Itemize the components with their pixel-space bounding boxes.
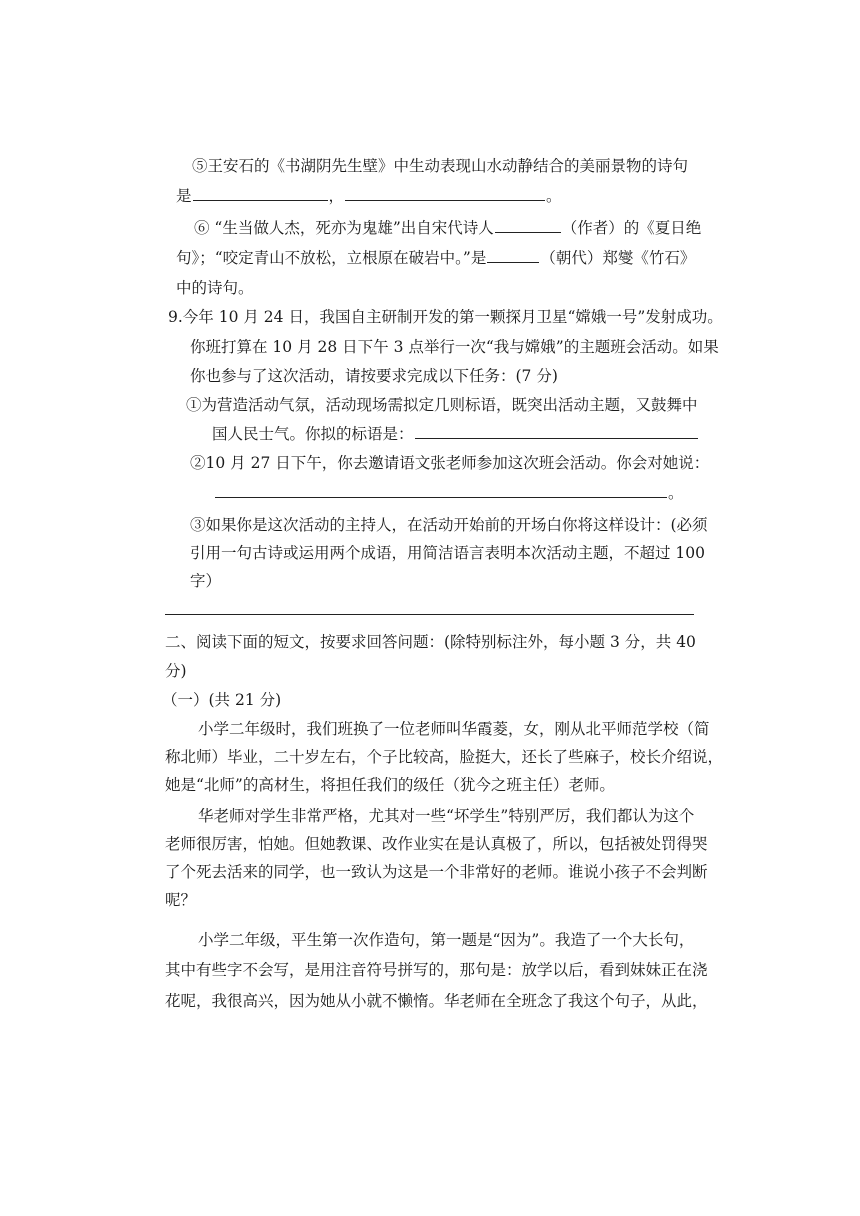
q9-line3: 你也参与了这次活动，请按要求完成以下任务：(7 分) — [190, 367, 558, 385]
passage-p2-line2: 老师很厉害，怕她。但她教课、改作业实在是认真极了，所以，包括被处罚得哭 — [165, 835, 708, 853]
q9-task1-label: 国人民士气。你拟的标语是： — [212, 425, 414, 443]
answer-blank-2[interactable] — [345, 186, 545, 201]
q8-item5-prefix: 是 — [176, 187, 192, 205]
passage-p2-line4: 呢？ — [165, 891, 197, 909]
passage-p2-line1: 华老师对学生非常严格，尤其对一些“坏学生”特别严厉，我们都认为这个 — [198, 807, 695, 825]
q9-line2: 你班打算在 10 月 28 日下午 3 点举行一次“我与嫦娥”的主题班会活动。如果 — [190, 338, 719, 356]
q8-item5-line1: ⑤王安石的《书湖阴先生壁》中生动表现山水动静结合的美丽景物的诗句 — [192, 157, 689, 175]
q8-item6-text-d: （朝代）郑燮《竹石》 — [540, 249, 696, 267]
section-two-heading-line1: 二、阅读下面的短文，按要求回答问题：(除特别标注外，每小题 3 分，共 40 — [165, 633, 696, 651]
q8-item6-line1 — [194, 218, 701, 238]
author-blank[interactable] — [495, 218, 561, 233]
q9-task1-line1: ①为营造活动气氛，活动现场需拟定几则标语，既突出活动主题，又鼓舞中 — [186, 396, 698, 414]
q8-item6-text-b: （作者）的《夏日绝 — [561, 219, 702, 237]
q9-task3-line2: 引用一句古诗或运用两个成语，用简洁语言表明本次活动主题，不超过 100 — [190, 544, 706, 562]
section-two-heading-line2: 分) — [165, 662, 187, 680]
q8-item6-line2 — [176, 248, 695, 268]
passage-p1-line1: 小学二年级时，我们班换了一位老师叫华霞菱，女，刚从北平师范学校（简 — [198, 720, 710, 738]
passage-p3-line3: 花呢，我很高兴，因为她从小就不懒惰。华老师在全班念了我这个句子，从此， — [165, 992, 708, 1010]
q9-task2-line1: ②10 月 27 日下午，你去邀请语文张老师参加这次班会活动。你会对她说： — [190, 454, 710, 472]
passage-p2-line3: 了个死去活来的同学，也一致认为这是一个非常好的老师。谁说小孩子不会判断 — [165, 863, 708, 881]
q8-item6-line3: 中的诗句。 — [176, 279, 254, 297]
q9-task2-end: 。 — [668, 484, 684, 502]
passage-p1-line2: 称北师）毕业，二十岁左右，个子比较高，脸挺大，还长了些麻子，校长介绍说， — [165, 748, 724, 766]
dynasty-blank[interactable] — [487, 248, 539, 263]
q9-task3-line1: ③如果你是这次活动的主持人，在活动开始前的开场白你将这样设计：(必须 — [190, 516, 708, 534]
q8-item6-text-a: ⑥ “生当做人杰，死亦为鬼雄”出自宋代诗人 — [194, 219, 494, 237]
passage-p1-line3: 她是“北师”的高材生，将担任我们的级任（犹今之班主任）老师。 — [165, 776, 615, 794]
answer-blank-1[interactable] — [193, 186, 328, 201]
passage-p3-line1: 小学二年级，平生第一次作造句，第一题是“因为”。我造了一个大长句， — [198, 931, 695, 949]
q8-item6-text-c: 句》；“咬定青山不放松，立根原在破岩中。”是 — [176, 249, 487, 267]
q9-task1-line2 — [212, 424, 699, 444]
q8-item5-line2 — [176, 186, 562, 206]
slogan-blank[interactable] — [415, 424, 698, 439]
q8-item5-sep: ， — [328, 187, 345, 205]
passage-p3-line2: 其中有些字不会写，是用注音符号拼写的，那句是：放学以后，看到妹妹正在浇 — [165, 961, 708, 979]
q9-line1: 9.今年 10 月 24 日，我国自主研制开发的第一颗探月卫星“嫦娥一号”发射成功。 — [168, 308, 723, 326]
q9-task3-line3: 字） — [190, 572, 222, 590]
answer-line[interactable] — [165, 614, 694, 615]
part-one-heading: （一）(共 21 分) — [162, 691, 282, 709]
invitation-blank[interactable] — [215, 483, 667, 498]
q9-task2-line2 — [214, 483, 684, 503]
q8-item5-end: 。 — [546, 187, 562, 205]
